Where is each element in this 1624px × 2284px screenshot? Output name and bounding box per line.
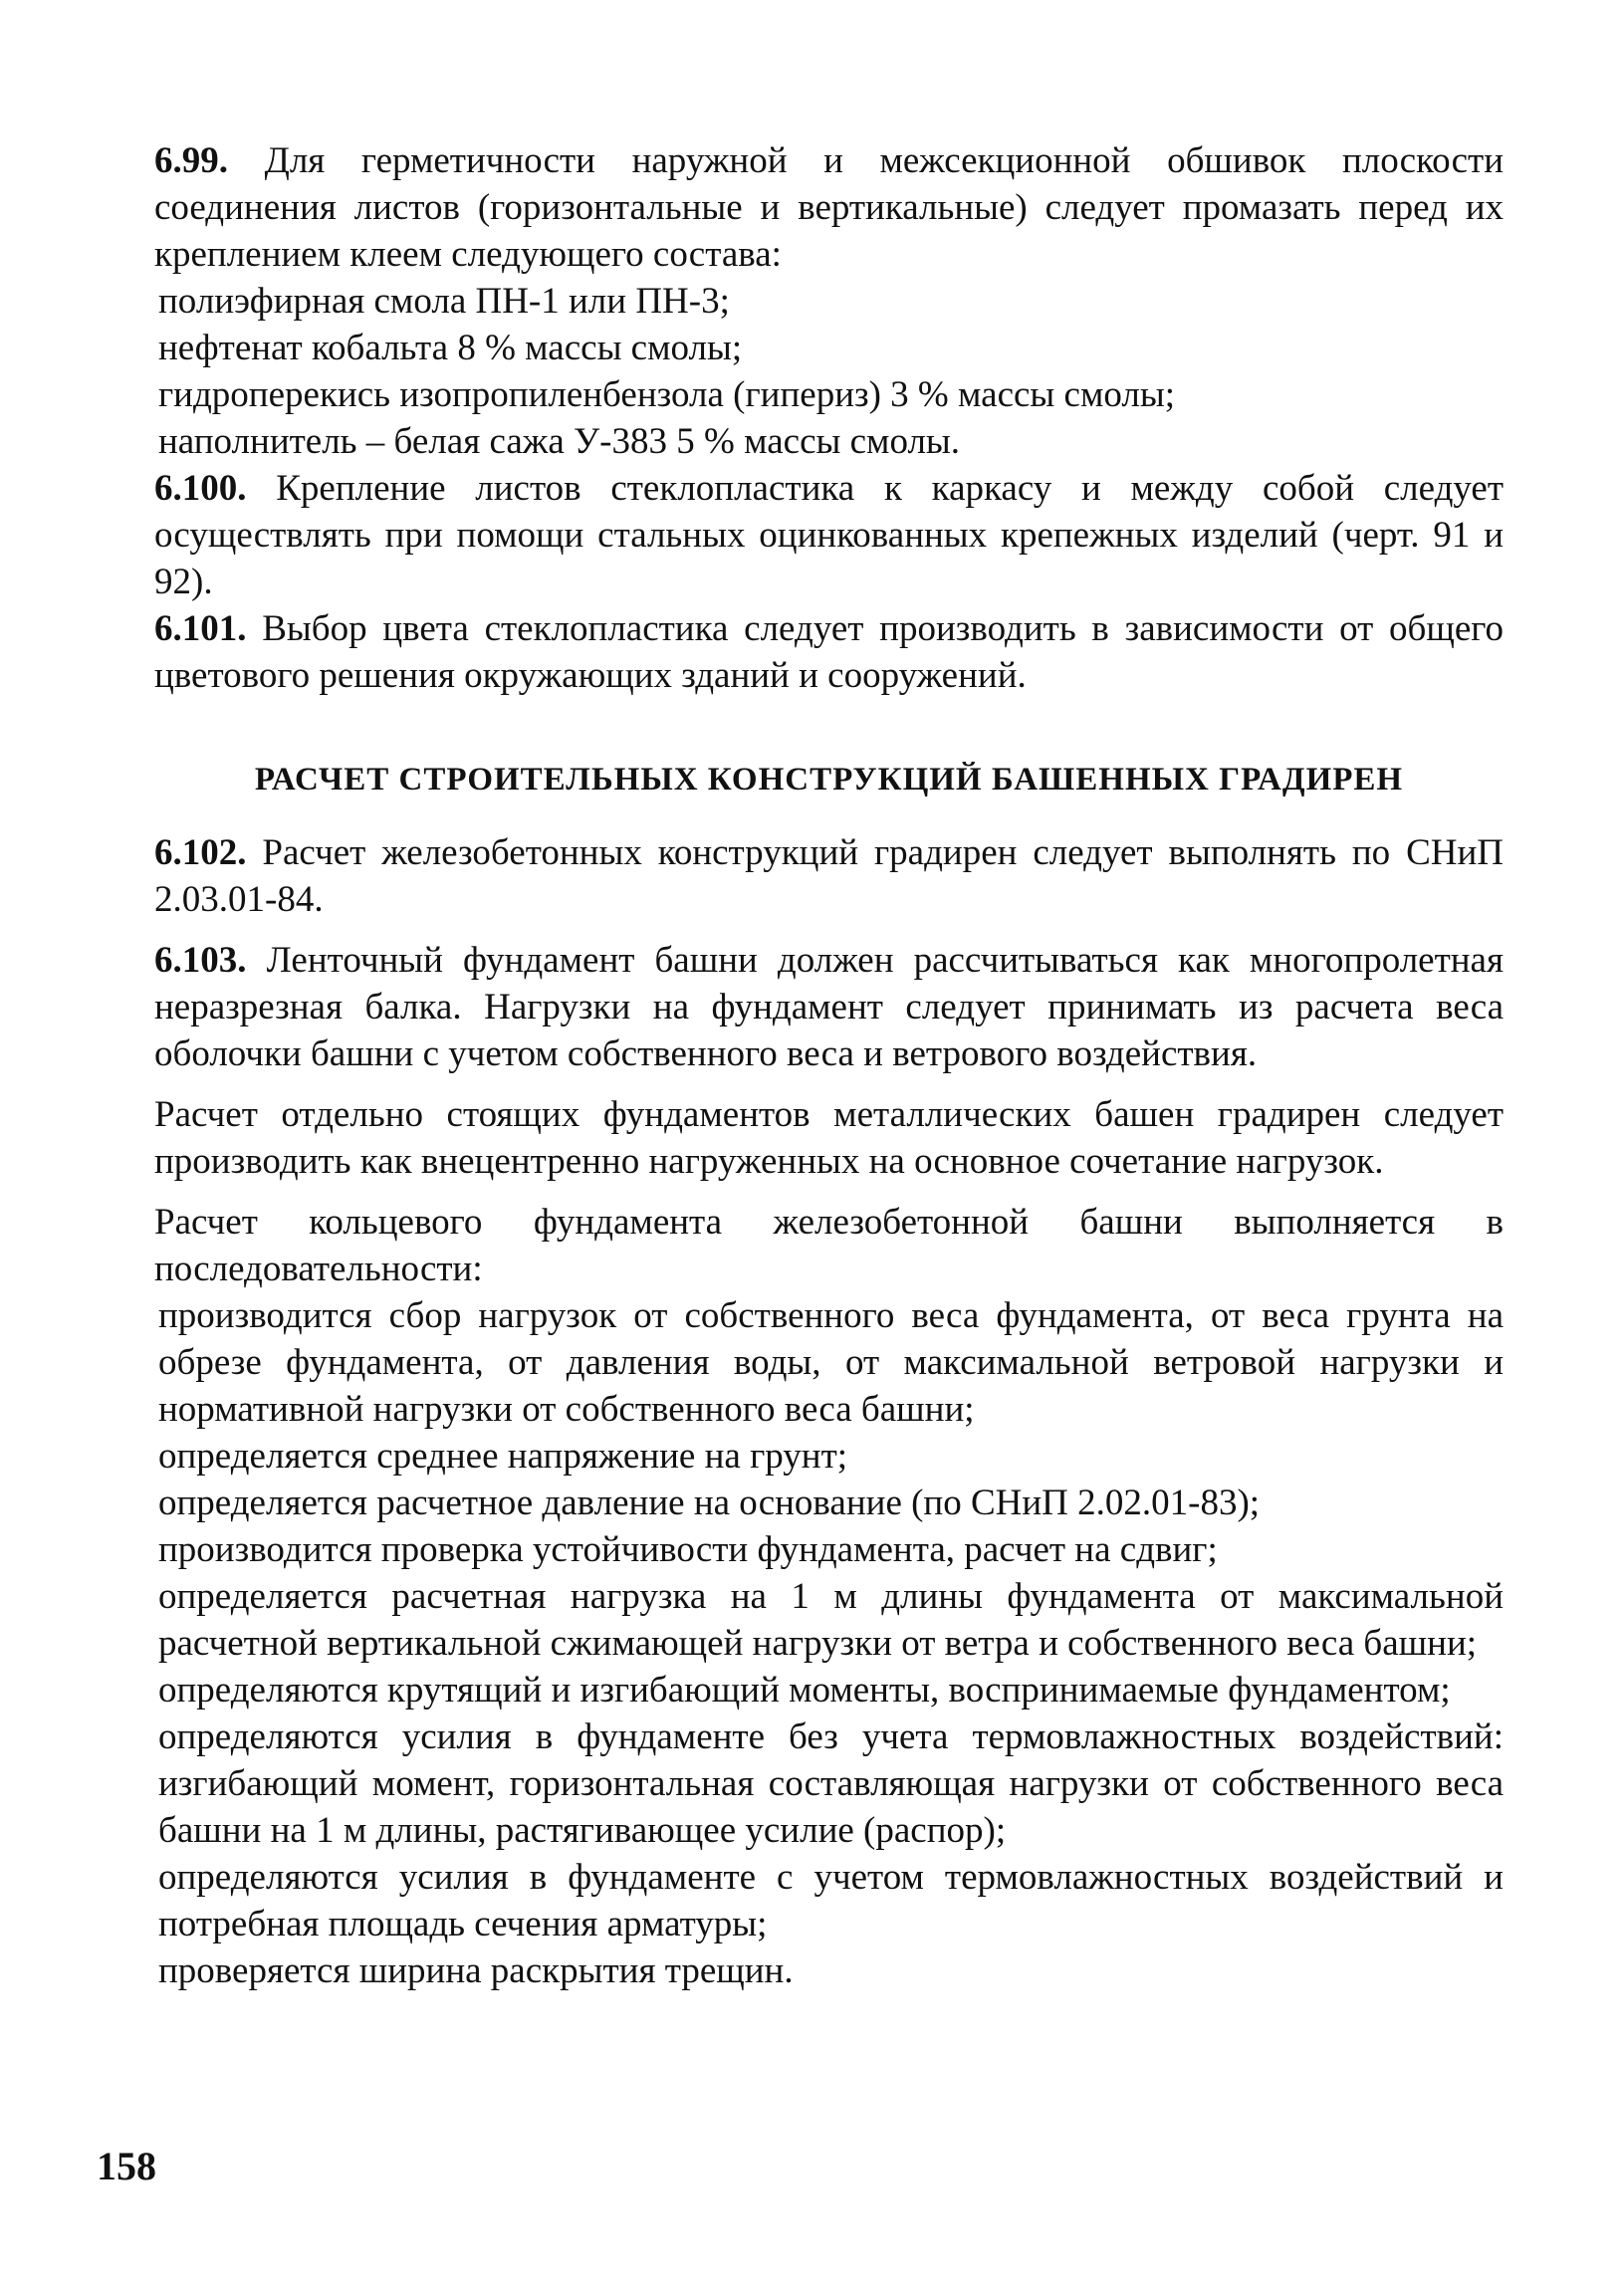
ring-step: определяются крутящий и изгибающий моменты, воспринимаемые фундаментом;	[158, 1670, 1451, 1711]
ring-step: производится проверка устойчивости фундамента, расчет на сдвиг;	[158, 1529, 1218, 1570]
ring-step: производится сбор нагрузок от собственного веса фундамента, от веса грунта на обрезе фундамента, от давления воды, от максимальной ветровой нагрузки и нормативной нагрузки от собственного веса башни;	[158, 1295, 1504, 1430]
ring-step: определяются усилия в фундаменте без учета термовлажностных воздействий: изгибающий момент, горизонтальная составляющая нагрузки от собственного веса башни на 1 м длины, растягивающее усилие (распор);	[158, 1716, 1504, 1851]
paragraph-separate-foundations: Расчет отдельно стоящих фундаментов металлических башен градирен следует производить как внецентренно нагруженных на основное сочетание нагрузок.	[154, 1094, 1504, 1182]
clause-number: 6.103.	[154, 940, 247, 981]
paragraph-6-102	[154, 829, 1504, 923]
page-number: 158	[97, 2144, 156, 2188]
paragraph-6-99	[154, 137, 1504, 278]
list-item: гидроперекись изопропиленбензола (гипериз) 3 % массы смолы;	[158, 374, 1175, 415]
ring-step: определяются усилия в фундаменте с учетом термовлажностных воздействий и потребная площадь сечения арматуры;	[158, 1857, 1504, 1944]
paragraph-6-101	[154, 605, 1504, 699]
ring-step: определяется среднее напряжение на грунт;	[158, 1436, 848, 1477]
clause-text: Расчет железобетонных конструкций градирен следует выполнять по СНиП 2.03.01-84.	[154, 832, 1504, 920]
clause-number: 6.100.	[154, 468, 247, 509]
list-item: наполнитель – белая сажа У-383 5 % массы смолы.	[158, 421, 961, 462]
clause-text: Для герметичности наружной и межсекционной обшивок плоскости соединения листов (горизонтальные и вертикальные) следует промазать перед их креплением клеем следующего состава:	[154, 140, 1504, 275]
clause-number: 6.102.	[154, 832, 247, 873]
clause-text: Ленточный фундамент башни должен рассчитываться как многопролетная неразрезная балка. Нагрузки на фундамент следует принимать из расчета веса оболочки башни с учетом собственного веса и ветрового воздействия.	[154, 940, 1505, 1074]
document-page	[154, 137, 1504, 1994]
paragraph-6-103	[154, 937, 1504, 1077]
clause-text: Выбор цвета стеклопластика следует производить в зависимости от общего цветового решения окружающих зданий и сооружений.	[154, 608, 1505, 696]
list-item: полиэфирная смола ПН-1 или ПН-3;	[158, 281, 730, 322]
ring-step: проверяется ширина раскрытия трещин.	[158, 1950, 794, 1991]
clause-number: 6.99.	[154, 140, 228, 181]
section-heading: РАСЧЕТ СТРОИТЕЛЬНЫХ КОНСТРУКЦИЙ БАШЕННЫХ ГРАДИРЕН	[254, 762, 1404, 798]
clause-number: 6.101.	[154, 608, 247, 649]
ring-step: определяется расчетная нагрузка на 1 м длины фундамента от максимальной расчетной вертикальной сжимающей нагрузки от ветра и собственного веса башни;	[158, 1576, 1504, 1664]
paragraph-ring-foundation: Расчет кольцевого фундамента железобетонной башни выполняется в последовательности:	[154, 1202, 1504, 1289]
ring-step: определяется расчетное давление на основание (по СНиП 2.02.01-83);	[158, 1483, 1261, 1523]
clause-text: Крепление листов стеклопластика к каркасу и между собой следует осуществлять при помощи стальных оцинкованных крепежных изделий (черт. 91 и 92).	[154, 468, 1505, 602]
list-item: нефтенат кобальта 8 % массы смолы;	[158, 328, 743, 368]
paragraph-6-100	[154, 465, 1504, 605]
